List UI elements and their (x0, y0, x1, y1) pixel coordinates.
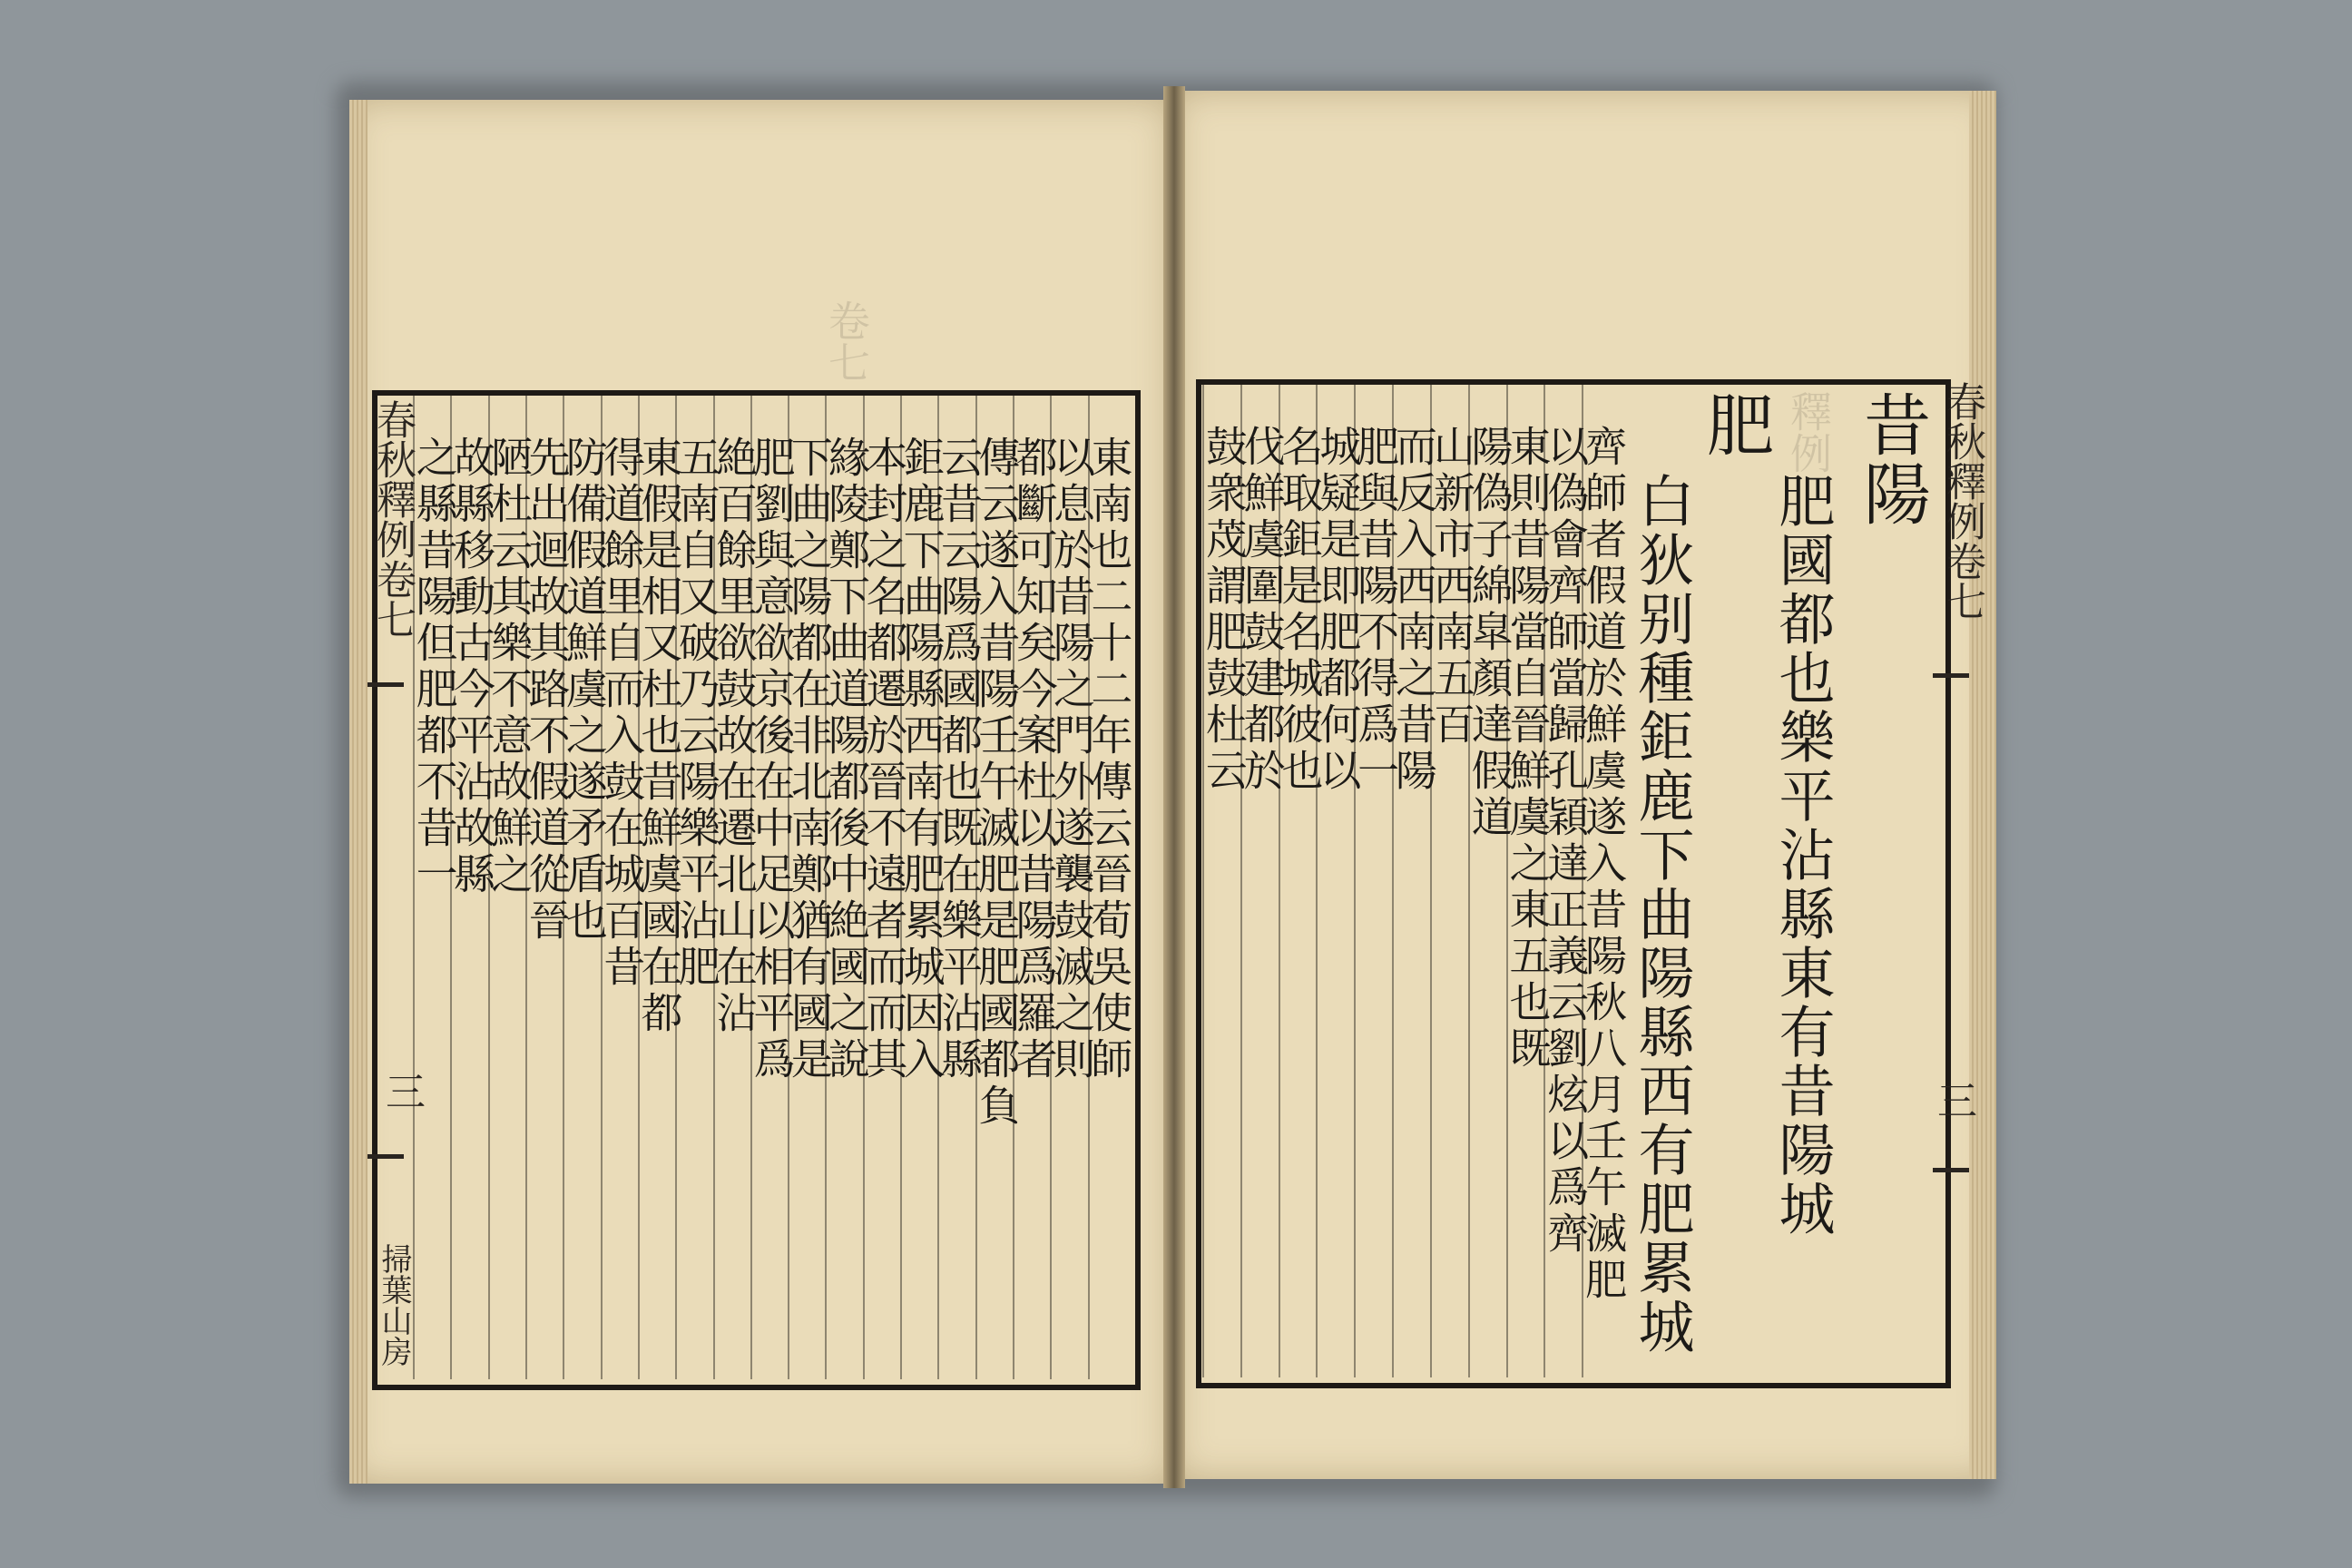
text-column: 以息於昔陽之門外遂襲鼓滅之則 (1047, 436, 1097, 1083)
right-page-edges (1969, 91, 1996, 1479)
left-fishtail (368, 662, 404, 687)
text-column: 伐鮮虞圍鼓建都於 (1237, 425, 1287, 795)
entry-text-xiyang: 肥國都也樂平沾縣東有昔陽城 (1769, 472, 1836, 1239)
text-column: 陽偽子綿皐顏達假道 (1465, 425, 1514, 841)
text-column: 本封之名都遷於晉不遠者而而其 (859, 436, 909, 1083)
bleed-through-right: 釋例 (1784, 390, 1833, 474)
right-page-number: 三 (1930, 1080, 1976, 1120)
text-column: 先出迴故其路不假道從晉 (522, 436, 572, 945)
text-column: 鼓衆荗謂肥鼓杜云 (1199, 425, 1249, 795)
entry-title-fei: 肥 (1696, 390, 1774, 459)
book-gutter (1163, 86, 1185, 1488)
text-column: 肥劉與意欲京後在中足以相平爲 (747, 436, 797, 1083)
left-publisher-mark: 掃葉山房 (376, 1243, 412, 1367)
text-column: 故縣移動古今平沾故縣 (446, 436, 496, 898)
right-fishtail-lower (1933, 1148, 1969, 1172)
bleed-through-left: 卷七 (822, 299, 871, 383)
entry-title-xiyang: 昔陽 (1853, 390, 1931, 528)
right-text-body (1199, 379, 1629, 1377)
text-column: 而反入西南之昔陽 (1389, 425, 1438, 795)
right-fishtail (1933, 653, 1969, 678)
left-page-edges (349, 100, 368, 1484)
text-column: 齊師者假道於鮮虞遂入昔陽秋八月壬午滅肥 (1579, 425, 1629, 1304)
text-column: 名取鉅是名城彼也 (1275, 425, 1325, 795)
text-column: 陋杜云其樂不意故鮮之 (485, 436, 534, 898)
left-page-number: 三 (378, 1071, 425, 1111)
text-column: 山新市西南五百 (1426, 425, 1476, 749)
left-fishtail-lower (368, 1134, 404, 1159)
text-column: 城疑是即肥都何以 (1313, 425, 1363, 795)
left-text-body (409, 390, 1134, 1379)
left-margin-title: 春秋釋例卷七 (369, 399, 416, 639)
text-column: 東則昔陽當自晉鮮虞之東五也既 (1503, 425, 1553, 1073)
text-column: 東南也二十二年傳云晉荀吳使師 (1084, 436, 1134, 1083)
text-column: 得道餘里自而入鼓在城百昔 (597, 436, 647, 991)
text-column: 傳云遂入昔陽壬午滅肥是肥國都負 (972, 436, 1022, 1130)
text-column: 鉅鹿下曲陽縣西南有肥累城因入 (897, 436, 946, 1083)
text-column: 之縣昔陽但肥都不昔一 (409, 436, 459, 898)
text-column: 絶百餘里欲鼓故在遷北山在沾 (710, 436, 760, 1037)
text-column: 都斷可知矣今案杜以昔陽爲羅者 (1009, 436, 1059, 1083)
text-column: 下曲之陽都在非北南鄭猶有國是 (784, 436, 834, 1083)
entry-text-fei: 白狄别種鉅鹿下曲陽縣西有肥累城 (1629, 472, 1695, 1357)
text-column: 以偽會齊師當歸孔穎達正義云劉炫以爲齊 (1541, 425, 1591, 1258)
text-column: 防備假道鮮虞之遂矛盾也 (559, 436, 609, 945)
right-margin-title: 春秋釋例卷七 (1939, 381, 1985, 621)
text-column: 肥與昔陽不得爲一 (1351, 425, 1401, 795)
text-column: 云昔云陽爲國都也既在樂平沾縣 (935, 436, 985, 1083)
text-column: 五南自又破乃云陽樂平沾肥 (671, 436, 721, 991)
text-column: 東假是相又杜也昔鮮虞國在都 (634, 436, 684, 1037)
text-column: 緣陵鄭下曲道陽都後中絶國之說 (822, 436, 872, 1083)
